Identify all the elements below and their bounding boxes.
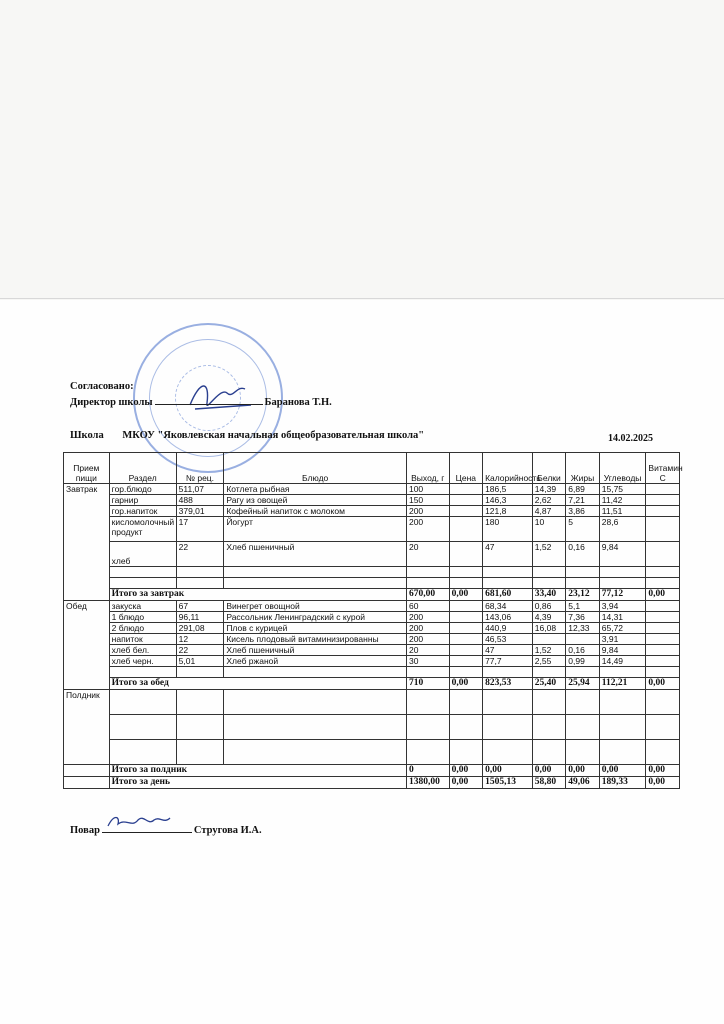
cell-carbs: 3,91 <box>599 634 646 645</box>
col-header: Выход, г <box>406 453 449 484</box>
menu-date: 14.02.2025 <box>608 433 653 444</box>
table-row <box>64 645 680 656</box>
table-row-empty <box>64 667 680 678</box>
table-row <box>64 484 680 495</box>
total-label: Итого за обед <box>109 678 406 690</box>
table-row-empty <box>64 715 680 740</box>
cell-vitc <box>646 645 680 656</box>
cell-fat: 7,36 <box>566 612 599 623</box>
school-name: МКОУ "Яковлевская начальная общеобразовательная школа" <box>122 430 425 441</box>
cook-signature-line <box>102 822 192 833</box>
approval-block <box>70 380 332 410</box>
cell-vitc <box>646 601 680 612</box>
cell-kcal: 180 <box>483 517 533 542</box>
cell-fat: 3,86 <box>566 506 599 517</box>
total-kcal: 1505,13 <box>483 777 533 789</box>
school-label: Школа <box>70 430 104 441</box>
cell-dish: Винегрет овощной <box>224 601 407 612</box>
table-row <box>64 495 680 506</box>
director-label: Директор школы <box>70 397 153 408</box>
cell-carbs: 15,75 <box>599 484 646 495</box>
cell-dish: Плов с курицей <box>224 623 407 634</box>
cell-vitc <box>646 517 680 542</box>
cell-vitc <box>646 612 680 623</box>
cell-yield: 200 <box>406 623 449 634</box>
blank-top-area <box>0 0 724 300</box>
total-protein: 0,00 <box>532 765 565 777</box>
cell-section: закуска <box>109 601 176 612</box>
cell-section: хлеб <box>109 542 176 567</box>
total-vitc: 0,00 <box>646 678 680 690</box>
cell-dish: Хлеб ржаной <box>224 656 407 667</box>
cell-fat: 6,89 <box>566 484 599 495</box>
cell-vitc <box>646 506 680 517</box>
cell-price <box>449 634 482 645</box>
total-vitc: 0,00 <box>646 765 680 777</box>
cell-section: хлеб черн. <box>109 656 176 667</box>
cell-price <box>449 612 482 623</box>
table-row-empty <box>64 690 680 715</box>
cell-vitc <box>646 542 680 567</box>
cell-yield: 60 <box>406 601 449 612</box>
cell-dish: Кофейный напиток с молоком <box>224 506 407 517</box>
cell-recipe: 22 <box>176 645 224 656</box>
sheet-edge <box>0 298 724 299</box>
cell-price <box>449 542 482 567</box>
table-row <box>64 506 680 517</box>
table-row <box>64 601 680 612</box>
meal-label-breakfast: Завтрак <box>64 484 110 601</box>
cell-price <box>449 656 482 667</box>
total-carbs: 112,21 <box>599 678 646 690</box>
total-yield: 0 <box>406 765 449 777</box>
cell-price <box>449 506 482 517</box>
cook-name: Стругова И.А. <box>193 825 262 836</box>
total-kcal: 823,53 <box>483 678 533 690</box>
table-row <box>64 612 680 623</box>
cell-dish: Хлеб пшеничный <box>224 542 407 567</box>
cell-yield: 200 <box>406 517 449 542</box>
cook-label: Повар <box>70 825 100 836</box>
col-header: № рец. <box>176 453 224 484</box>
cell-carbs: 9,84 <box>599 645 646 656</box>
cell-section: гарнир <box>109 495 176 506</box>
cell-carbs: 3,94 <box>599 601 646 612</box>
total-kcal: 0,00 <box>483 765 533 777</box>
total-row-day <box>64 777 680 789</box>
cook-line <box>70 822 262 836</box>
cell-vitc <box>646 656 680 667</box>
col-header: Витамин С <box>646 453 680 484</box>
table-header-row <box>64 453 680 484</box>
col-header: Цена <box>449 453 482 484</box>
total-row-lunch <box>64 678 680 690</box>
cell-fat <box>566 634 599 645</box>
cell-recipe: 22 <box>176 542 224 567</box>
cell-recipe: 12 <box>176 634 224 645</box>
cell-kcal: 77,7 <box>483 656 533 667</box>
table-row <box>64 656 680 667</box>
total-fat: 23,12 <box>566 589 599 601</box>
cell-kcal: 47 <box>483 645 533 656</box>
total-label: Итого за день <box>109 777 406 789</box>
table-row <box>64 623 680 634</box>
menu-table <box>63 452 683 789</box>
cell-carbs: 9,84 <box>599 542 646 567</box>
col-header: Калорийность <box>483 453 533 484</box>
cell-dish: Хлеб пшеничный <box>224 645 407 656</box>
cell-protein <box>532 634 565 645</box>
cell-yield: 20 <box>406 645 449 656</box>
cell-fat: 12,33 <box>566 623 599 634</box>
cell-protein: 16,08 <box>532 623 565 634</box>
cell-kcal: 146,3 <box>483 495 533 506</box>
total-price: 0,00 <box>449 777 482 789</box>
director-name: Баранова Т.Н. <box>264 397 332 408</box>
school-line <box>70 430 424 441</box>
cell-section: гор.напиток <box>109 506 176 517</box>
total-fat: 25,94 <box>566 678 599 690</box>
cell-kcal: 68,34 <box>483 601 533 612</box>
cell-carbs: 28,6 <box>599 517 646 542</box>
cell-dish: Йогурт <box>224 517 407 542</box>
total-price: 0,00 <box>449 765 482 777</box>
cell-section: 1 блюдо <box>109 612 176 623</box>
cell-yield: 150 <box>406 495 449 506</box>
cell-dish: Кисель плодовый витаминизированны <box>224 634 407 645</box>
cell-yield: 100 <box>406 484 449 495</box>
cell-yield: 30 <box>406 656 449 667</box>
cell-recipe: 5,01 <box>176 656 224 667</box>
cell-section: кисломолочный продукт <box>109 517 176 542</box>
col-header: Белки <box>532 453 565 484</box>
director-signature-line <box>155 394 263 405</box>
cell-yield: 200 <box>406 506 449 517</box>
cell-price <box>449 495 482 506</box>
table-row <box>64 542 680 567</box>
cell-carbs: 11,42 <box>599 495 646 506</box>
cell-recipe: 511,07 <box>176 484 224 495</box>
cell-vitc <box>646 623 680 634</box>
cell-fat: 0,16 <box>566 542 599 567</box>
approved-label: Согласовано: <box>70 381 134 392</box>
cell-protein: 10 <box>532 517 565 542</box>
cell-price <box>449 645 482 656</box>
cell-protein: 1,52 <box>532 645 565 656</box>
cell-protein: 2,62 <box>532 495 565 506</box>
cell-recipe: 17 <box>176 517 224 542</box>
cell-price <box>449 484 482 495</box>
cell-kcal: 186,5 <box>483 484 533 495</box>
meal-label-snack: Полдник <box>64 690 110 765</box>
cell-recipe: 291,08 <box>176 623 224 634</box>
col-header: Углеводы <box>599 453 646 484</box>
cell-protein: 4,39 <box>532 612 565 623</box>
table-row-empty <box>64 578 680 589</box>
cell-carbs: 11,51 <box>599 506 646 517</box>
table-row-empty <box>64 567 680 578</box>
total-vitc: 0,00 <box>646 589 680 601</box>
cell-dish: Рассольник Ленинградский с курой <box>224 612 407 623</box>
total-row-breakfast <box>64 589 680 601</box>
cell-recipe: 488 <box>176 495 224 506</box>
total-carbs: 0,00 <box>599 765 646 777</box>
cell-kcal: 143,06 <box>483 612 533 623</box>
cell-protein: 4,87 <box>532 506 565 517</box>
total-protein: 33,40 <box>532 589 565 601</box>
cell-vitc <box>646 634 680 645</box>
cell-yield: 200 <box>406 634 449 645</box>
total-label: Итого за полдник <box>109 765 406 777</box>
total-yield: 1380,00 <box>406 777 449 789</box>
cell-price <box>449 601 482 612</box>
cell-carbs: 14,31 <box>599 612 646 623</box>
total-protein: 25,40 <box>532 678 565 690</box>
cell-vitc <box>646 495 680 506</box>
cell-kcal: 46,53 <box>483 634 533 645</box>
cell-kcal: 47 <box>483 542 533 567</box>
cell-fat: 7,21 <box>566 495 599 506</box>
total-fat: 49,06 <box>566 777 599 789</box>
total-price: 0,00 <box>449 589 482 601</box>
cell-yield: 200 <box>406 612 449 623</box>
total-row-snack <box>64 765 680 777</box>
cell-section: 2 блюдо <box>109 623 176 634</box>
total-carbs: 189,33 <box>599 777 646 789</box>
cell-vitc <box>646 484 680 495</box>
total-protein: 58,80 <box>532 777 565 789</box>
total-label: Итого за завтрак <box>109 589 406 601</box>
total-fat: 0,00 <box>566 765 599 777</box>
cell-protein: 14,39 <box>532 484 565 495</box>
total-carbs: 77,12 <box>599 589 646 601</box>
cell-protein: 2,55 <box>532 656 565 667</box>
cell-fat: 5,1 <box>566 601 599 612</box>
cell-kcal: 440,9 <box>483 623 533 634</box>
cell-price <box>449 623 482 634</box>
total-vitc: 0,00 <box>646 777 680 789</box>
cell-dish: Котлета рыбная <box>224 484 407 495</box>
cell-fat: 5 <box>566 517 599 542</box>
cell-recipe: 96,11 <box>176 612 224 623</box>
table-row <box>64 634 680 645</box>
cell-fat: 0,99 <box>566 656 599 667</box>
cell-yield: 20 <box>406 542 449 567</box>
total-yield: 710 <box>406 678 449 690</box>
table-row-empty <box>64 740 680 765</box>
total-yield: 670,00 <box>406 589 449 601</box>
cell-carbs: 14,49 <box>599 656 646 667</box>
cell-section: хлеб бел. <box>109 645 176 656</box>
cell-dish: Рагу из овощей <box>224 495 407 506</box>
cell-recipe: 67 <box>176 601 224 612</box>
cell-section: напиток <box>109 634 176 645</box>
total-price: 0,00 <box>449 678 482 690</box>
cell-carbs: 65,72 <box>599 623 646 634</box>
cell-recipe: 379,01 <box>176 506 224 517</box>
col-header: Жиры <box>566 453 599 484</box>
table-row <box>64 517 680 542</box>
cell-section: гор.блюдо <box>109 484 176 495</box>
cell-protein: 1,52 <box>532 542 565 567</box>
cell-fat: 0,16 <box>566 645 599 656</box>
col-header: Блюдо <box>224 453 407 484</box>
meal-label-lunch: Обед <box>64 601 110 690</box>
cell-kcal: 121,8 <box>483 506 533 517</box>
cell-price <box>449 517 482 542</box>
total-kcal: 681,60 <box>483 589 533 601</box>
col-header: Прием пищи <box>64 453 110 484</box>
col-header: Раздел <box>109 453 176 484</box>
cell-protein: 0,86 <box>532 601 565 612</box>
